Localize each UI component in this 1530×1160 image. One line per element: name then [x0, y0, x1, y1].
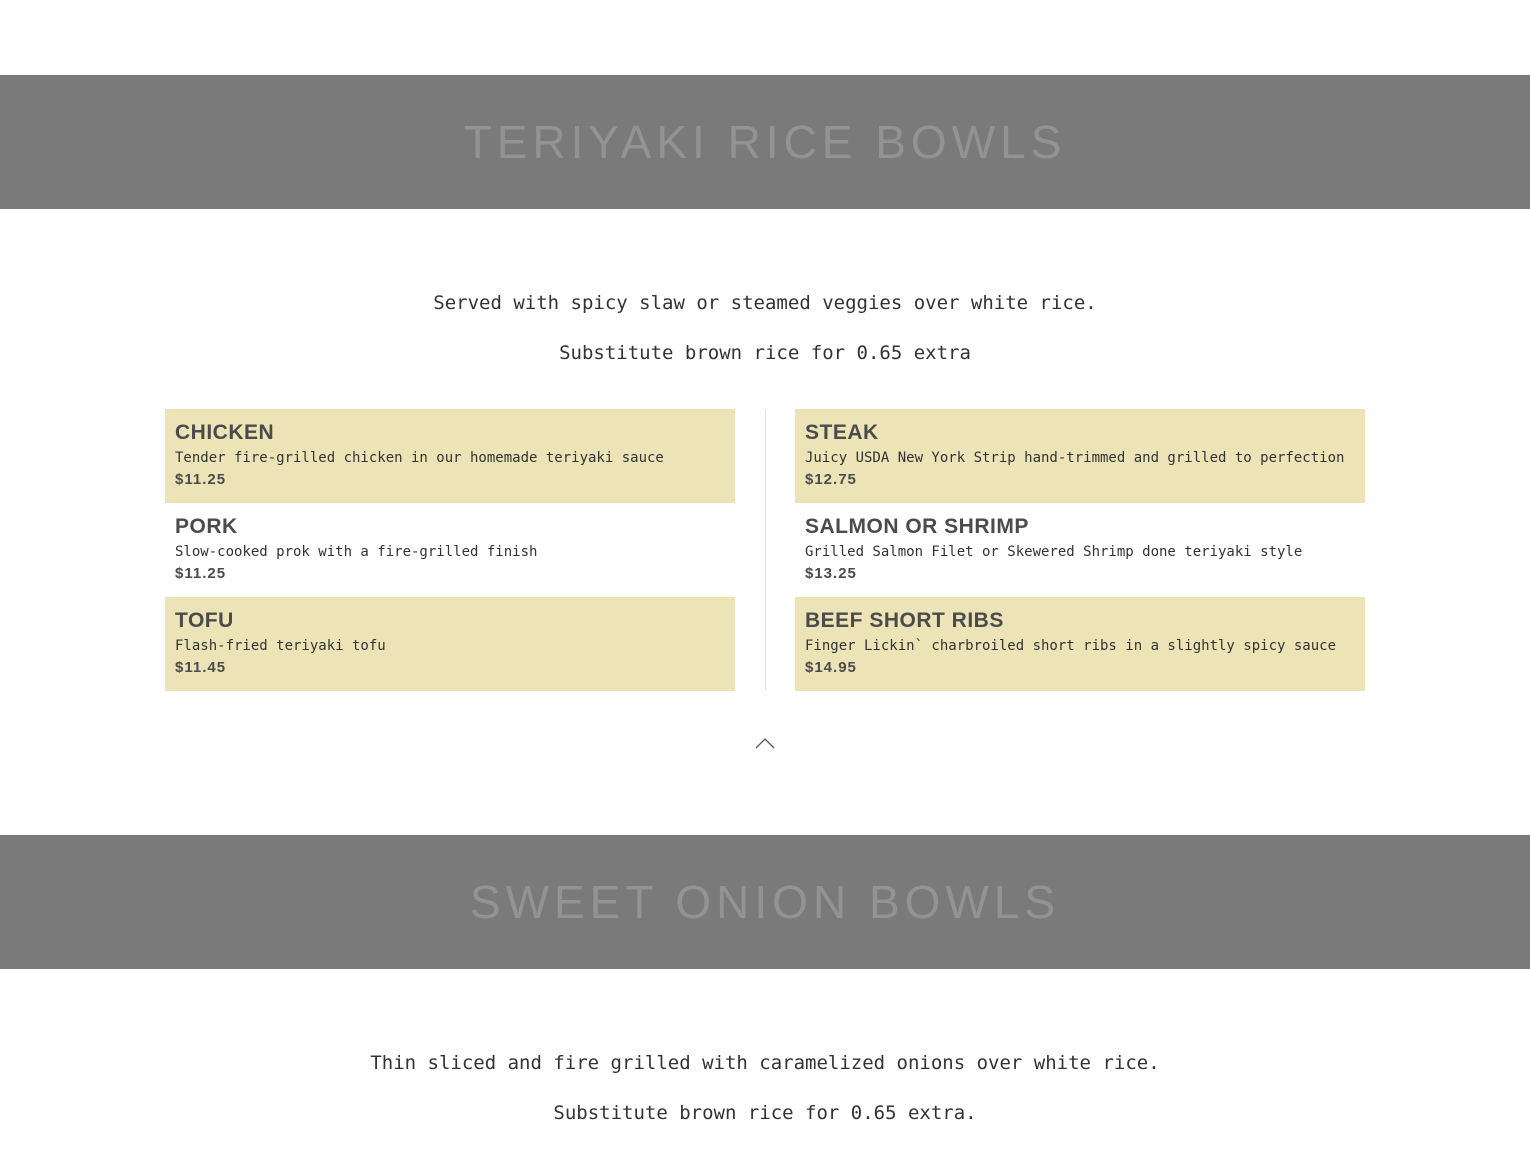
menu-item-salmon-or-shrimp [795, 503, 1365, 597]
item-name: BEEF SHORT RIBS [805, 609, 1004, 632]
teriyaki-substitute-note: Substitute brown rice for 0.65 extra [559, 342, 971, 364]
item-price: $14.95 [805, 659, 857, 676]
teriyaki-menu-grid [165, 409, 1365, 691]
item-price: $11.45 [175, 659, 227, 676]
teriyaki-section-banner [0, 75, 1530, 209]
item-description: Finger Lickin` charbroiled short ribs in a slightly spicy sauce [805, 638, 1337, 654]
sweet-onion-section-title: SWEET ONION BOWLS [469, 876, 1061, 928]
item-name: SALMON OR SHRIMP [805, 515, 1029, 538]
item-price: $11.25 [175, 471, 227, 488]
menu-column-left [165, 409, 735, 691]
column-divider [765, 409, 766, 691]
item-price: $12.75 [805, 471, 857, 488]
item-description: Grilled Salmon Filet or Skewered Shrimp done teriyaki style [805, 544, 1303, 560]
item-price: $13.25 [805, 565, 857, 582]
back-to-top-link[interactable] [753, 735, 777, 751]
item-name: CHICKEN [175, 421, 275, 444]
menu-item-steak [795, 409, 1365, 503]
teriyaki-section-title: TERIYAKI RICE BOWLS [463, 116, 1067, 168]
item-name: PORK [175, 515, 238, 538]
menu-item-tofu [165, 597, 735, 691]
sweet-onion-substitute-note: Substitute brown rice for 0.65 extra. [553, 1102, 977, 1124]
item-name: STEAK [805, 421, 879, 444]
item-description: Tender fire-grilled chicken in our homemade teriyaki sauce [175, 450, 664, 466]
item-description: Flash-fried teriyaki tofu [175, 638, 386, 654]
item-description: Juicy USDA New York Strip hand-trimmed and grilled to perfection [805, 450, 1345, 466]
menu-item-beef-short-ribs [795, 597, 1365, 691]
menu-column-right [795, 409, 1365, 691]
sweet-onion-intro-text: Thin sliced and fire grilled with caramelized onions over white rice. [370, 1052, 1160, 1074]
item-description: Slow-cooked prok with a fire-grilled finish [175, 544, 538, 560]
menu-item-chicken [165, 409, 735, 503]
teriyaki-intro-text: Served with spicy slaw or steamed veggies over white rice. [433, 292, 1097, 314]
sweet-onion-section-banner [0, 835, 1530, 969]
menu-item-pork [165, 503, 735, 597]
item-name: TOFU [175, 609, 234, 632]
chevron-up-icon [753, 735, 777, 751]
item-price: $11.25 [175, 565, 227, 582]
